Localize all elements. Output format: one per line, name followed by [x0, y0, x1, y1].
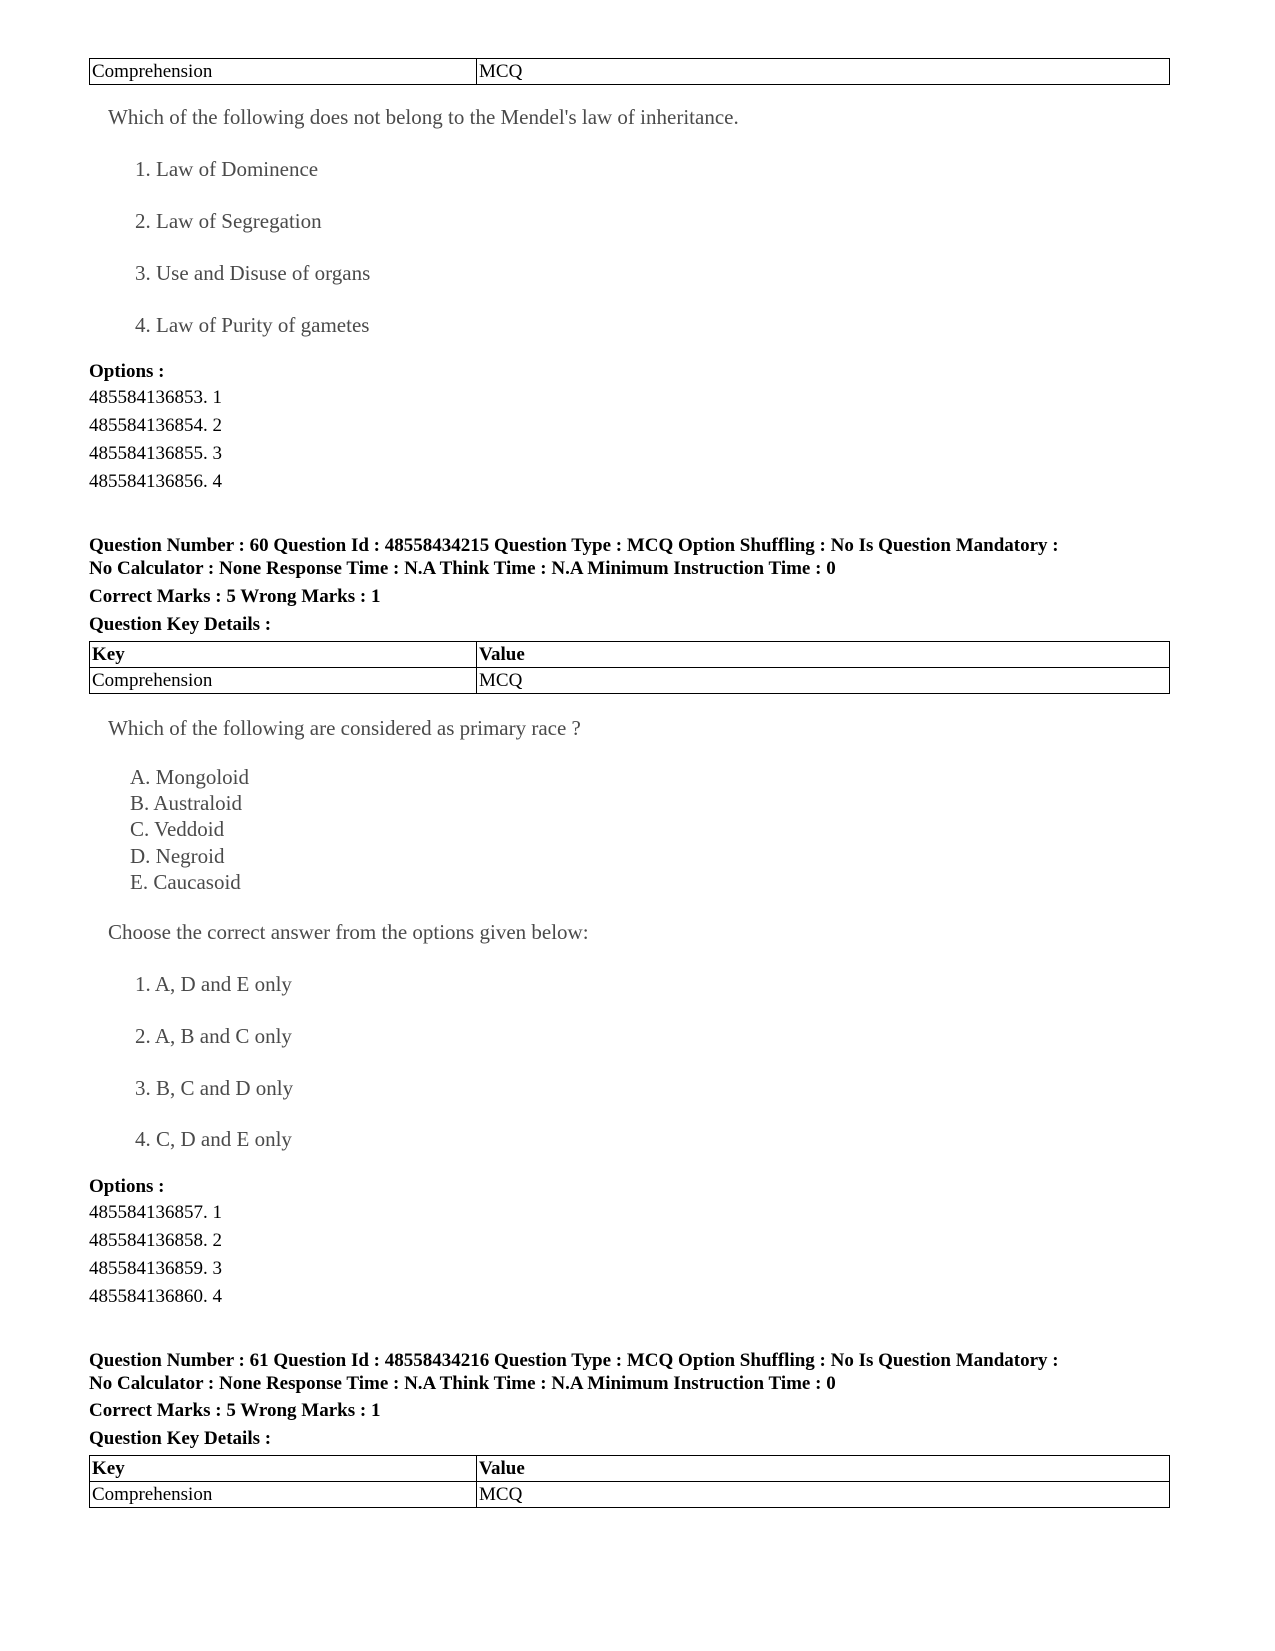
- option-line: 485584136859. 3: [89, 1258, 222, 1279]
- option-line: 485584136854. 2: [89, 415, 222, 436]
- option-line: 485584136855. 3: [89, 443, 222, 464]
- question-text-q60: Which of the following are considered as primary race ?: [108, 716, 581, 740]
- option-line: 485584136858. 2: [89, 1230, 222, 1251]
- options-label: Options :: [89, 361, 165, 382]
- table-cell-key: Comprehension: [90, 59, 477, 85]
- race-item: D. Negroid: [130, 844, 225, 868]
- option-line: 485584136860. 4: [89, 1286, 222, 1307]
- table-row: [90, 668, 1170, 694]
- table-cell-key: Comprehension: [90, 668, 477, 694]
- choice-item: 2. A, B and C only: [135, 1024, 292, 1048]
- option-line: 485584136853. 1: [89, 387, 222, 408]
- options-label: Options :: [89, 1176, 165, 1197]
- table-header-key: Key: [90, 1456, 477, 1482]
- question-meta-line-2: No Calculator : None Response Time : N.A Think Time : N.A Minimum Instruction Time : 0: [89, 1373, 836, 1394]
- race-item: B. Australoid: [130, 791, 243, 815]
- option-line: 485584136857. 1: [89, 1202, 222, 1223]
- table-row: [90, 1482, 1170, 1508]
- marks-line: Correct Marks : 5 Wrong Marks : 1: [89, 1400, 381, 1421]
- choice-item: 1. Law of Dominence: [135, 157, 319, 181]
- question-key-table-q59: [89, 58, 1170, 85]
- choice-item: 1. A, D and E only: [135, 972, 292, 996]
- question-key-table-q60: [89, 641, 1170, 694]
- choice-item: 3. B, C and D only: [135, 1076, 294, 1100]
- choice-item: 2. Law of Segregation: [135, 209, 322, 233]
- option-line: 485584136856. 4: [89, 471, 222, 492]
- question-key-table-q61: [89, 1455, 1170, 1508]
- marks-line: Correct Marks : 5 Wrong Marks : 1: [89, 586, 381, 607]
- table-header-row: [90, 642, 1170, 668]
- question-text-q59: Which of the following does not belong to the Mendel's law of inheritance.: [108, 105, 739, 129]
- instruction-text: Choose the correct answer from the options given below:: [108, 920, 589, 944]
- question-meta-line-1: Question Number : 61 Question Id : 48558434216 Question Type : MCQ Option Shuffling : No Is Question Mandatory :: [89, 1350, 1059, 1371]
- choice-item: 4. Law of Purity of gametes: [135, 313, 370, 337]
- table-header-value: Value: [477, 642, 1170, 668]
- question-meta-line-1: Question Number : 60 Question Id : 48558434215 Question Type : MCQ Option Shuffling : No Is Question Mandatory :: [89, 535, 1059, 556]
- table-header-value: Value: [477, 1456, 1170, 1482]
- key-details-label: Question Key Details :: [89, 614, 272, 635]
- race-item: A. Mongoloid: [130, 765, 250, 789]
- race-item: E. Caucasoid: [130, 870, 241, 894]
- race-item: C. Veddoid: [130, 817, 225, 841]
- table-header-key: Key: [90, 642, 477, 668]
- table-cell-value: MCQ: [477, 1482, 1170, 1508]
- question-meta-line-2: No Calculator : None Response Time : N.A Think Time : N.A Minimum Instruction Time : 0: [89, 558, 836, 579]
- table-row: [90, 59, 1170, 85]
- table-cell-value: MCQ: [477, 668, 1170, 694]
- choice-item: 3. Use and Disuse of organs: [135, 261, 371, 285]
- table-cell-key: Comprehension: [90, 1482, 477, 1508]
- table-header-row: [90, 1456, 1170, 1482]
- choice-item: 4. C, D and E only: [135, 1127, 292, 1151]
- table-cell-value: MCQ: [477, 59, 1170, 85]
- key-details-label: Question Key Details :: [89, 1428, 272, 1449]
